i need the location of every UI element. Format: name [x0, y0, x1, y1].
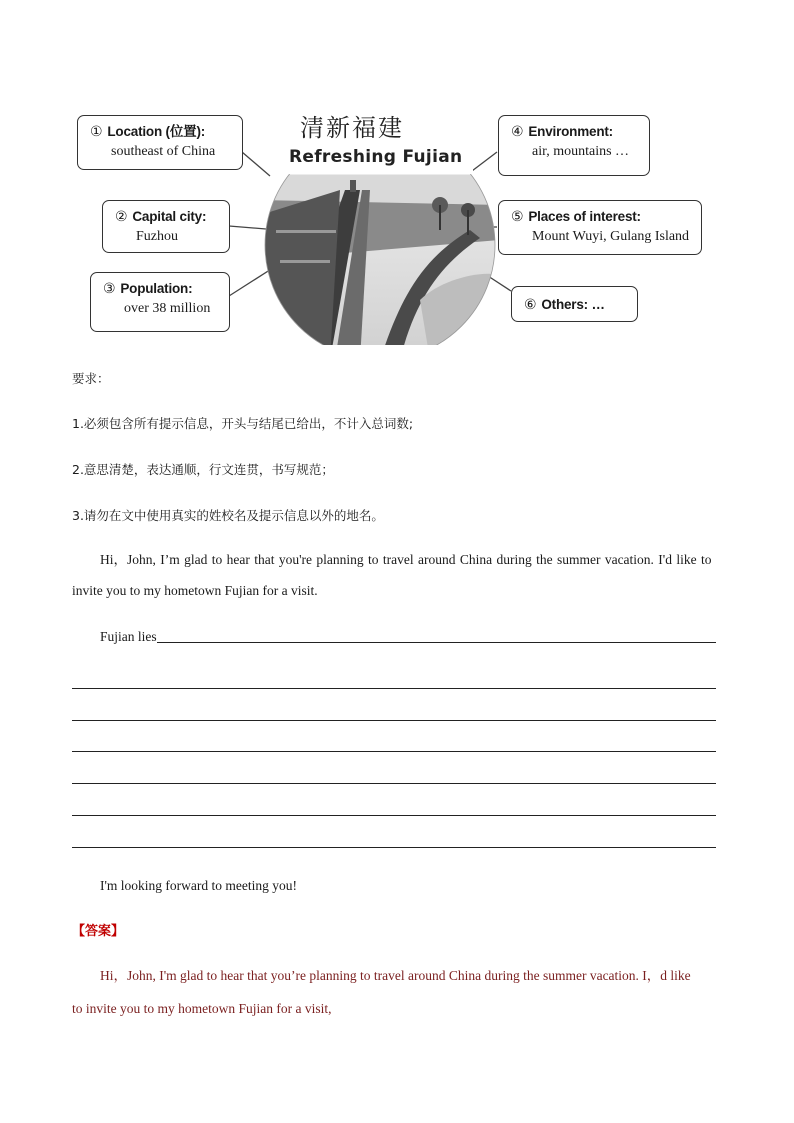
- box-number: ②: [115, 209, 128, 225]
- letter-closing: I'm looking forward to meeting you!: [100, 878, 298, 893]
- writing-line[interactable]: [72, 751, 716, 752]
- connector-line: [242, 152, 270, 176]
- box-heading: Population:: [120, 281, 193, 296]
- box-number: ③: [103, 281, 116, 297]
- requirement-item: 3.请勿在文中使用真实的姓校名及提示信息以外的地名。: [72, 508, 384, 523]
- writing-prompt: Fujian lies: [100, 629, 157, 644]
- info-box-places-of-interest: [498, 200, 702, 255]
- logo-calligraphy: 清新福建: [300, 114, 404, 142]
- requirements-title: 要求：: [72, 371, 110, 386]
- box-heading: Places of interest:: [528, 209, 641, 224]
- box-number: ⑥: [524, 297, 537, 313]
- box-heading: Capital city:: [132, 209, 207, 224]
- info-box-location: [77, 115, 243, 170]
- box-number: ④: [511, 124, 524, 140]
- box-number: ①: [90, 124, 103, 140]
- writing-line[interactable]: [72, 783, 716, 784]
- info-box-capital: [102, 200, 230, 253]
- connector-line: [229, 226, 266, 229]
- info-box-population: [90, 272, 230, 332]
- letter-opening-line: invite you to my hometown Fujian for a visit.: [72, 583, 318, 598]
- box-detail: air, mountains …: [532, 144, 630, 159]
- box-number: ⑤: [511, 209, 524, 225]
- writing-line[interactable]: [72, 815, 716, 816]
- box-detail: southeast of China: [111, 144, 216, 159]
- writing-line[interactable]: [157, 642, 716, 643]
- box-detail: Fuzhou: [136, 229, 178, 244]
- answer-line: Hi，John, I'm glad to hear that you’re planning to travel around China during the summer vacation. I，d like: [100, 968, 691, 983]
- fujian-mind-map: [0, 0, 794, 345]
- answer-line: to invite you to my hometown Fujian for a visit,: [72, 1001, 332, 1016]
- answer-tag: 【答案】: [72, 924, 125, 939]
- box-detail: Mount Wuyi, Gulang Island: [532, 229, 690, 244]
- writing-line[interactable]: [72, 720, 716, 721]
- box-detail: over 38 million: [124, 301, 211, 316]
- writing-line[interactable]: [72, 688, 716, 689]
- box-heading: Location (位置):: [107, 124, 206, 139]
- info-box-others: [511, 286, 638, 322]
- connector-line: [488, 276, 511, 291]
- requirement-item: 2.意思清楚，表达通顺，行文连贯，书写规范；: [72, 462, 334, 477]
- box-heading: Others: …: [541, 297, 605, 312]
- writing-line[interactable]: [72, 847, 716, 848]
- letter-opening-line: Hi，John, I’m glad to hear that you're planning to travel around China during the summer vacation. I'd like to: [100, 552, 712, 567]
- requirement-item: 1.必须包含所有提示信息，开头与结尾已给出，不计入总词数;: [72, 416, 414, 431]
- logo-subtitle: Refreshing Fujian: [289, 147, 463, 167]
- box-heading: Environment:: [528, 124, 613, 139]
- info-box-environment: [498, 115, 650, 176]
